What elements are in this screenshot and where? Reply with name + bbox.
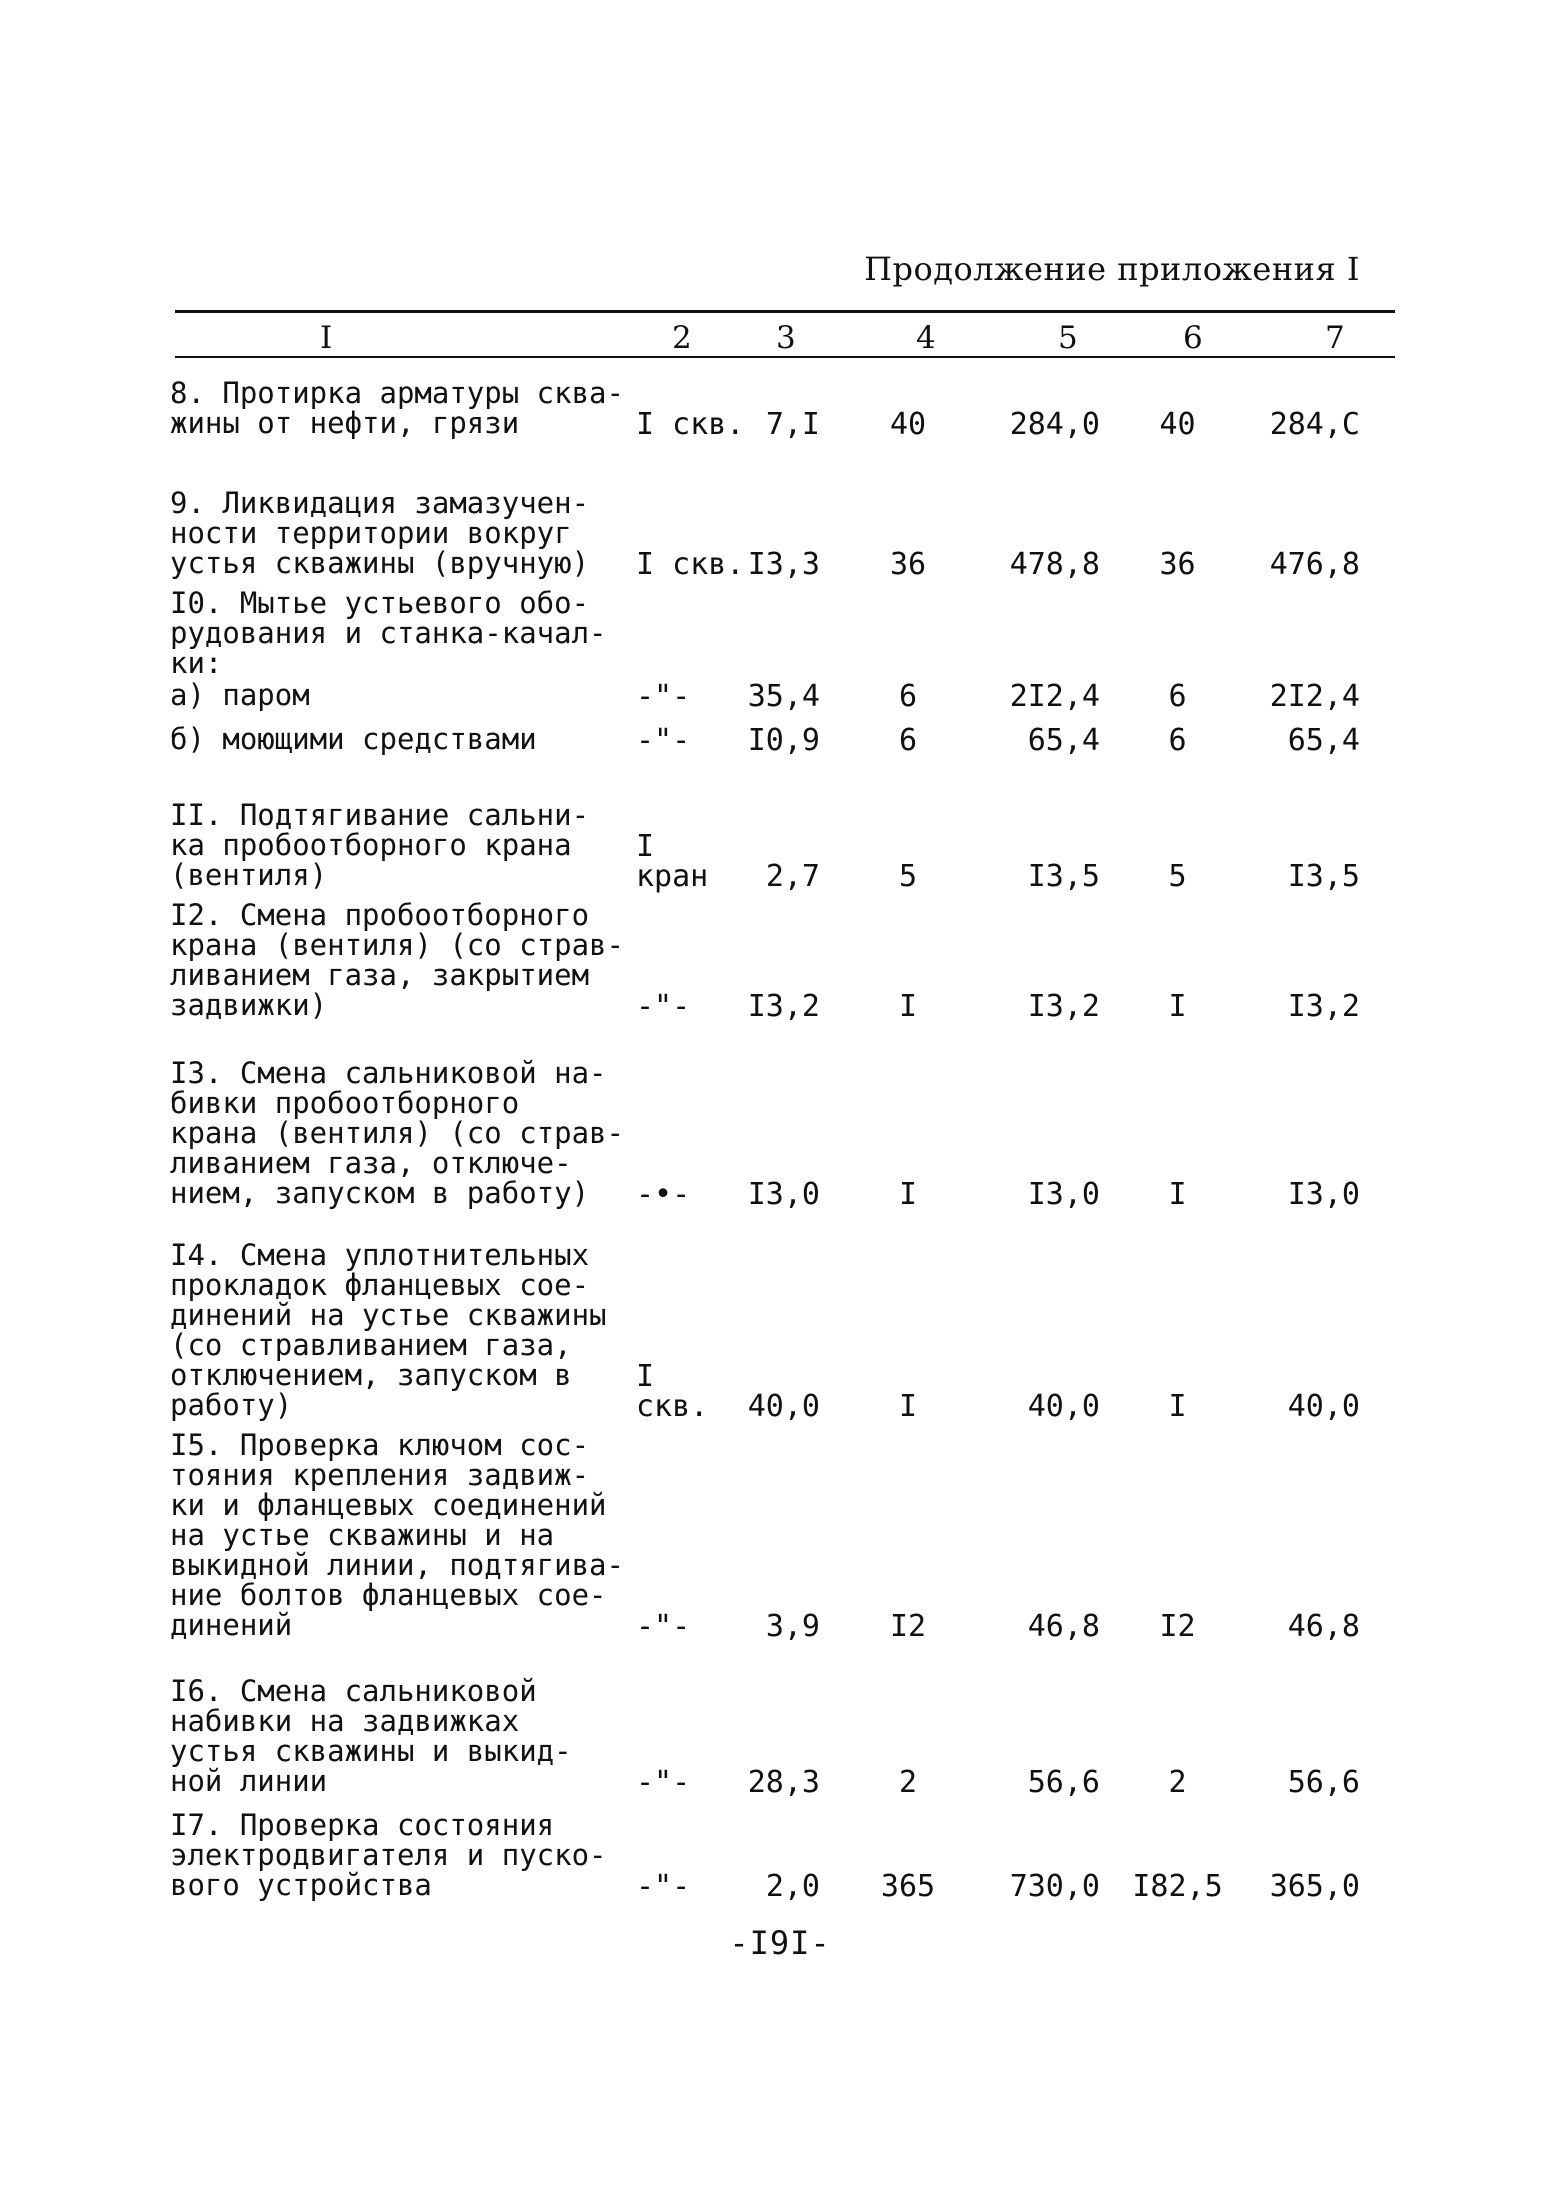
column-header-4: 4 (916, 320, 936, 356)
cell-col-4: 2 (898, 1765, 918, 1800)
table-header-rule (175, 356, 1395, 358)
cell-col-4: 6 (898, 679, 918, 714)
row-label-line: 8. Протирка арматуры сква- (170, 376, 624, 410)
cell-col-5: 2I2,4 (1009, 679, 1100, 714)
cell-col-3: I0,9 (747, 723, 820, 758)
cell-col-5: 40,0 (1027, 1389, 1100, 1424)
cell-col-2: -"- (636, 989, 691, 1024)
row-label-line: отключением, запуском в (170, 1358, 572, 1392)
cell-col-5: 284,0 (1009, 407, 1100, 442)
cell-col-2: I скв. (636, 407, 745, 442)
cell-col-5: I3,2 (1027, 989, 1100, 1024)
row-label-line: ности территории вокруг (170, 516, 572, 550)
cell-col-6: 36 (1159, 547, 1196, 582)
cell-col-2: -"- (636, 1765, 691, 1800)
continuation-heading: Продолжение приложения I (864, 250, 1360, 288)
cell-col-6: 5 (1168, 859, 1187, 894)
row-label-line: I7. Проверка состояния (170, 1808, 555, 1842)
cell-col-3: 2,7 (765, 859, 820, 894)
row-label-line: нием, запуском в работу) (170, 1176, 590, 1210)
cell-col-7: 46,8 (1287, 1609, 1360, 1644)
row-label (170, 1430, 650, 1640)
column-header-7: 7 (1325, 320, 1345, 356)
row-label-line: крана (вентиля) (со страв- (170, 928, 624, 962)
cell-col-3: I3,2 (747, 989, 820, 1024)
row-label-line: прокладок фланцевых сое- (170, 1268, 590, 1302)
cell-col-7: I3,0 (1287, 1177, 1360, 1212)
row-label (170, 800, 650, 890)
cell-col-7: I3,5 (1287, 859, 1360, 894)
cell-col-4: I (898, 1389, 918, 1424)
row-label-line: I4. Смена уплотнительных (170, 1238, 590, 1272)
cell-col-4: 6 (898, 723, 918, 758)
cell-col-6: I82,5 (1132, 1869, 1223, 1904)
cell-col-2: I скв. (636, 547, 745, 582)
row-label (170, 588, 650, 678)
cell-col-6: 2 (1168, 1765, 1187, 1800)
cell-col-2: -"- (636, 1869, 691, 1904)
row-label (170, 724, 650, 754)
cell-col-3: I3,0 (747, 1177, 820, 1212)
row-label-line: ливанием газа, отключе- (170, 1146, 572, 1180)
cell-col-6: I2 (1159, 1609, 1196, 1644)
row-label (170, 1240, 650, 1420)
cell-col-4: I2 (889, 1609, 927, 1644)
row-label-line: I3. Смена сальниковой на- (170, 1056, 607, 1090)
cell-col-2: -•- (636, 1177, 691, 1212)
row-label-line: набивки на задвижках (170, 1704, 520, 1738)
cell-col-6: I (1168, 989, 1187, 1024)
cell-col-7: 65,4 (1287, 723, 1360, 758)
row-label-line: I6. Смена сальниковой (170, 1674, 537, 1708)
cell-col-4: 40 (889, 407, 927, 442)
row-label-line: электродвигателя и пуско- (170, 1838, 607, 1872)
cell-col-7: I3,2 (1287, 989, 1360, 1024)
cell-col-5: 730,0 (1009, 1869, 1100, 1904)
row-label-line: вого устройства (170, 1868, 432, 1902)
column-header-2: 2 (672, 320, 692, 356)
cell-col-4: 36 (889, 547, 927, 582)
cell-col-7: 56,6 (1287, 1765, 1360, 1800)
row-label-line: жины от нефти, грязи (170, 406, 520, 440)
row-label-line: ной линии (170, 1764, 328, 1798)
row-label-line: I0. Мытье устьевого обо- (170, 586, 590, 620)
table-top-rule (175, 310, 1395, 313)
row-label-line: крана (вентиля) (со страв- (170, 1116, 624, 1150)
cell-col-6: 6 (1168, 679, 1187, 714)
row-label-line: тояния крепления задвиж- (170, 1458, 590, 1492)
row-label (170, 1058, 650, 1208)
cell-col-3: 28,3 (747, 1765, 820, 1800)
row-label-line: устья скважины (вручную) (170, 546, 590, 580)
cell-col-3: 40,0 (747, 1389, 820, 1424)
row-label-line: ки и фланцевых соединений (170, 1488, 607, 1522)
row-label-line: (вентиля) (170, 858, 328, 892)
cell-col-4: 5 (898, 859, 918, 894)
row-label (170, 900, 650, 1020)
cell-col-3: 2,0 (765, 1869, 820, 1904)
cell-col-4: 365 (880, 1869, 936, 1904)
row-label-line: I5. Проверка ключом сос- (170, 1428, 590, 1462)
row-label-line: выкидной линии, подтягива- (170, 1548, 624, 1582)
row-label-line: задвижки) (170, 988, 328, 1022)
row-label (170, 1676, 650, 1796)
row-label (170, 488, 650, 578)
cell-col-6: I (1168, 1389, 1187, 1424)
column-header-6: 6 (1183, 320, 1203, 356)
row-label-line: а) паром (170, 678, 310, 712)
cell-col-2: I скв. (636, 1359, 709, 1424)
row-label-line: (со стравливанием газа, (170, 1328, 572, 1362)
row-label (170, 680, 650, 710)
cell-col-7: 40,0 (1287, 1389, 1360, 1424)
row-label-line: I2. Смена пробоотборного (170, 898, 590, 932)
cell-col-7: 284,С (1269, 407, 1360, 442)
row-label-line: 9. Ликвидация замазучен- (170, 486, 590, 520)
row-label (170, 1810, 650, 1900)
cell-col-4: I (898, 1177, 918, 1212)
cell-col-5: I3,5 (1027, 859, 1100, 894)
cell-col-4: I (898, 989, 918, 1024)
cell-col-6: 6 (1168, 723, 1187, 758)
cell-col-3: 3,9 (765, 1609, 820, 1644)
cell-col-2: -"- (636, 679, 691, 714)
row-label-line: устья скважины и выкид- (170, 1734, 572, 1768)
cell-col-7: 365,0 (1269, 1869, 1360, 1904)
row-label-line: динений на устье скважины (170, 1298, 607, 1332)
row-label-line: динений (170, 1608, 293, 1642)
row-label-line: II. Подтягивание сальни- (170, 798, 590, 832)
row-label-line: на устье скважины и на (170, 1518, 555, 1552)
row-label-line: ние болтов фланцевых сое- (170, 1578, 607, 1612)
cell-col-6: I (1168, 1177, 1187, 1212)
column-header-3: 3 (776, 320, 796, 356)
row-label-line: б) моющими средствами (170, 722, 537, 756)
cell-col-3: 35,4 (747, 679, 820, 714)
cell-col-5: I3,0 (1027, 1177, 1100, 1212)
cell-col-6: 40 (1159, 407, 1196, 442)
cell-col-5: 478,8 (1009, 547, 1100, 582)
column-header-5: 5 (1058, 320, 1078, 356)
row-label-line: ливанием газа, закрытием (170, 958, 590, 992)
cell-col-2: I кран (636, 829, 709, 894)
cell-col-3: I3,3 (747, 547, 820, 582)
cell-col-7: 476,8 (1269, 547, 1360, 582)
row-label-line: ки: (170, 646, 223, 680)
row-label-line: бивки пробоотборного (170, 1086, 520, 1120)
cell-col-2: -"- (636, 723, 691, 758)
row-label-line: ка пробоотборного крана (170, 828, 572, 862)
page-number: -I9I- (729, 1924, 831, 1962)
row-label (170, 378, 650, 438)
cell-col-5: 56,6 (1027, 1765, 1100, 1800)
column-header-1: I (320, 320, 333, 356)
cell-col-5: 65,4 (1027, 723, 1100, 758)
cell-col-3: 7,I (765, 407, 820, 442)
row-label-line: работу) (170, 1388, 293, 1422)
cell-col-5: 46,8 (1027, 1609, 1100, 1644)
row-label-line: рудования и станка-качал- (170, 616, 607, 650)
cell-col-7: 2I2,4 (1269, 679, 1360, 714)
cell-col-2: -"- (636, 1609, 691, 1644)
